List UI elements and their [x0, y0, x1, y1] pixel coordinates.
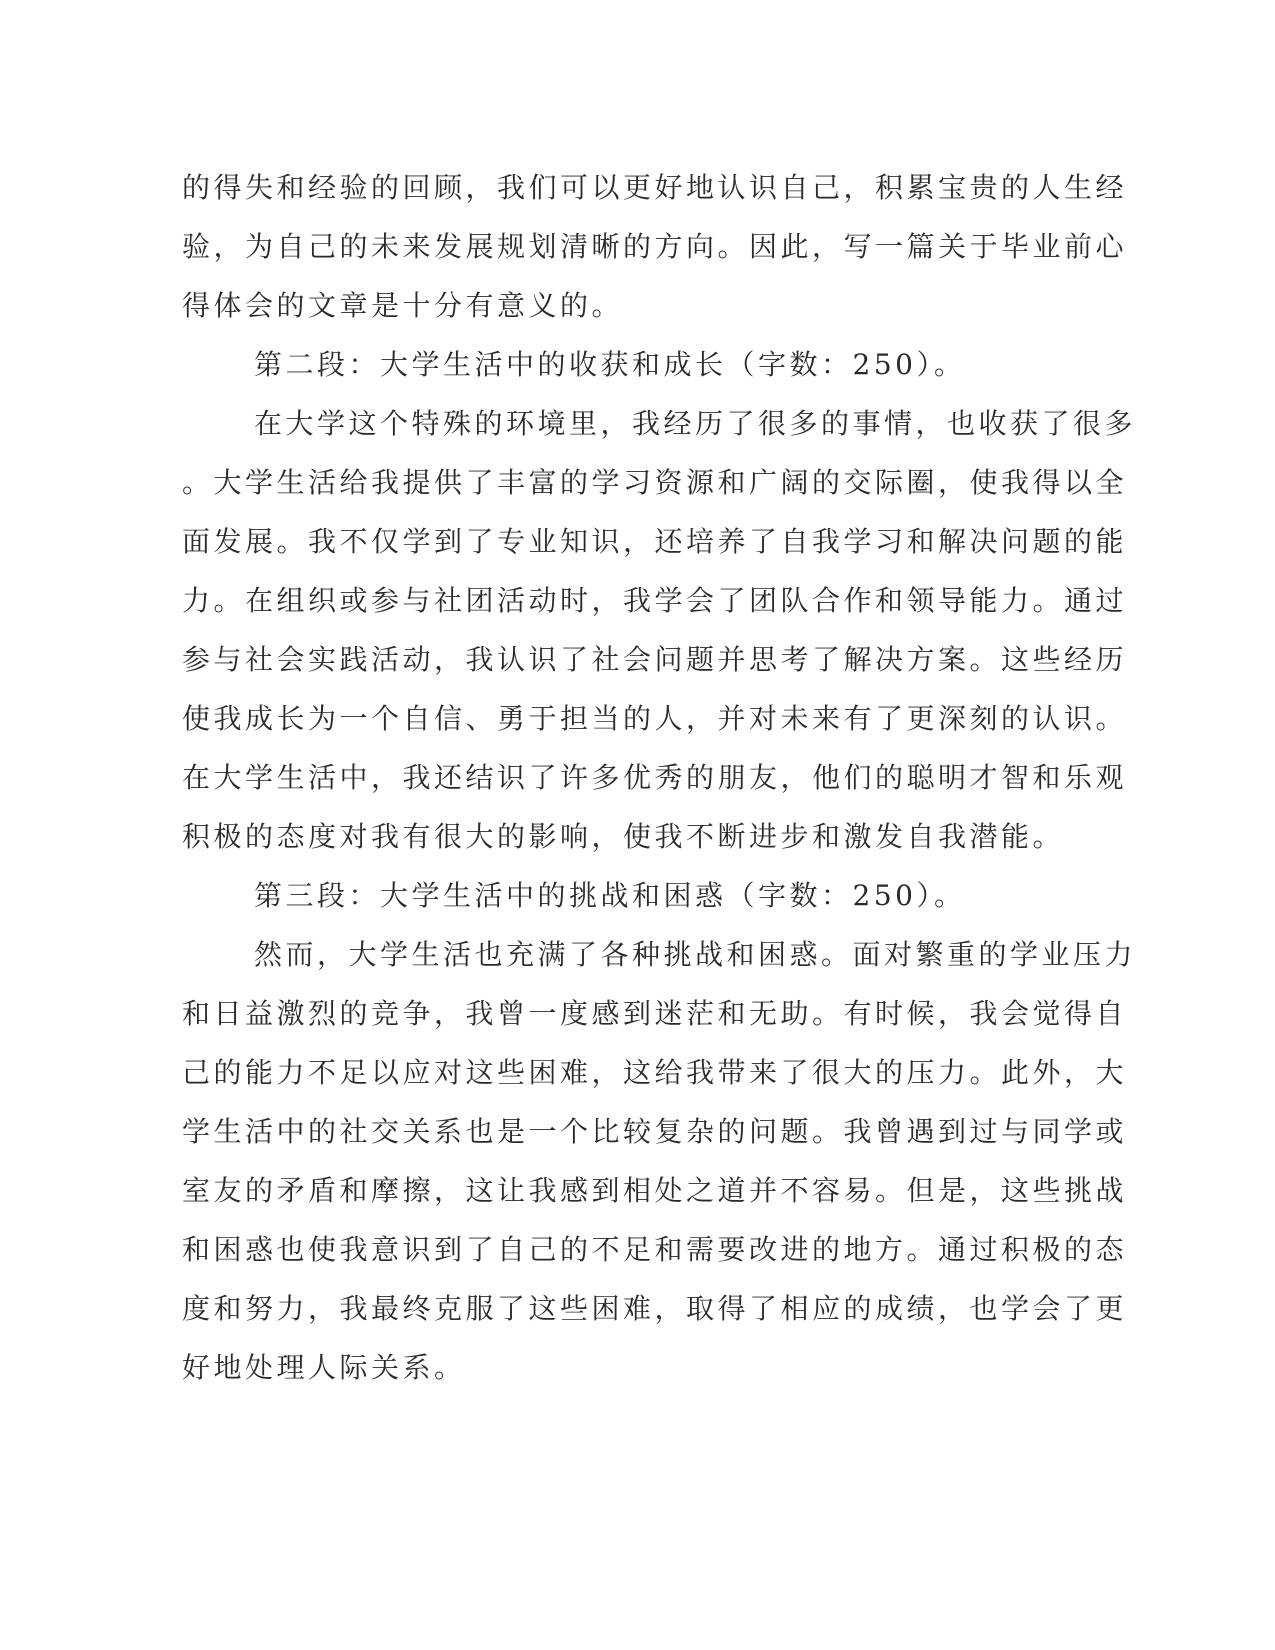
text-line: 度和努力，我最终克服了这些困难，取得了相应的成绩，也学会了更	[182, 1292, 1128, 1325]
text-line: 学生活中的社交关系也是一个比较复杂的问题。我曾遇到过与同学或	[182, 1115, 1128, 1148]
text-line: 。大学生活给我提供了丰富的学习资源和广阔的交际圈，使我得以全	[182, 466, 1128, 499]
text-line: 积极的态度对我有很大的影响，使我不断进步和激发自我潜能。	[182, 820, 1065, 853]
text-line: 验，为自己的未来发展规划清晰的方向。因此，写一篇关于毕业前心	[182, 230, 1128, 263]
section-heading-3: 第三段：大学生活中的挑战和困惑（字数：250）。	[254, 879, 966, 912]
text-line: 室友的矛盾和摩擦，这让我感到相处之道并不容易。但是，这些挑战	[182, 1174, 1128, 1207]
text-line: 己的能力不足以应对这些困难，这给我带来了很大的压力。此外，大	[182, 1056, 1128, 1089]
text-line: 好地处理人际关系。	[182, 1351, 466, 1384]
text-line: 和日益激烈的竞争，我曾一度感到迷茫和无助。有时候，我会觉得自	[182, 997, 1128, 1030]
text-line: 使我成长为一个自信、勇于担当的人，并对未来有了更深刻的认识。	[182, 702, 1128, 735]
text-line: 力。在组织或参与社团活动时，我学会了团队合作和领导能力。通过	[182, 584, 1128, 617]
text-line: 和困惑也使我意识到了自己的不足和需要改进的地方。通过积极的态	[182, 1233, 1128, 1266]
document-body	[182, 158, 1137, 1397]
text-line: 在大学生活中，我还结识了许多优秀的朋友，他们的聪明才智和乐观	[182, 761, 1128, 794]
text-line: 面发展。我不仅学到了专业知识，还培养了自我学习和解决问题的能	[182, 525, 1128, 558]
section-heading-2: 第二段：大学生活中的收获和成长（字数：250）。	[254, 348, 966, 381]
text-line: 的得失和经验的回顾，我们可以更好地认识自己，积累宝贵的人生经	[182, 171, 1128, 204]
text-line: 在大学这个特殊的环境里，我经历了很多的事情，也收获了很多	[254, 407, 1137, 440]
text-line: 参与社会实践活动，我认识了社会问题并思考了解决方案。这些经历	[182, 643, 1128, 676]
text-line: 得体会的文章是十分有意义的。	[182, 289, 624, 322]
text-line: 然而，大学生活也充满了各种挑战和困惑。面对繁重的学业压力	[254, 938, 1137, 971]
